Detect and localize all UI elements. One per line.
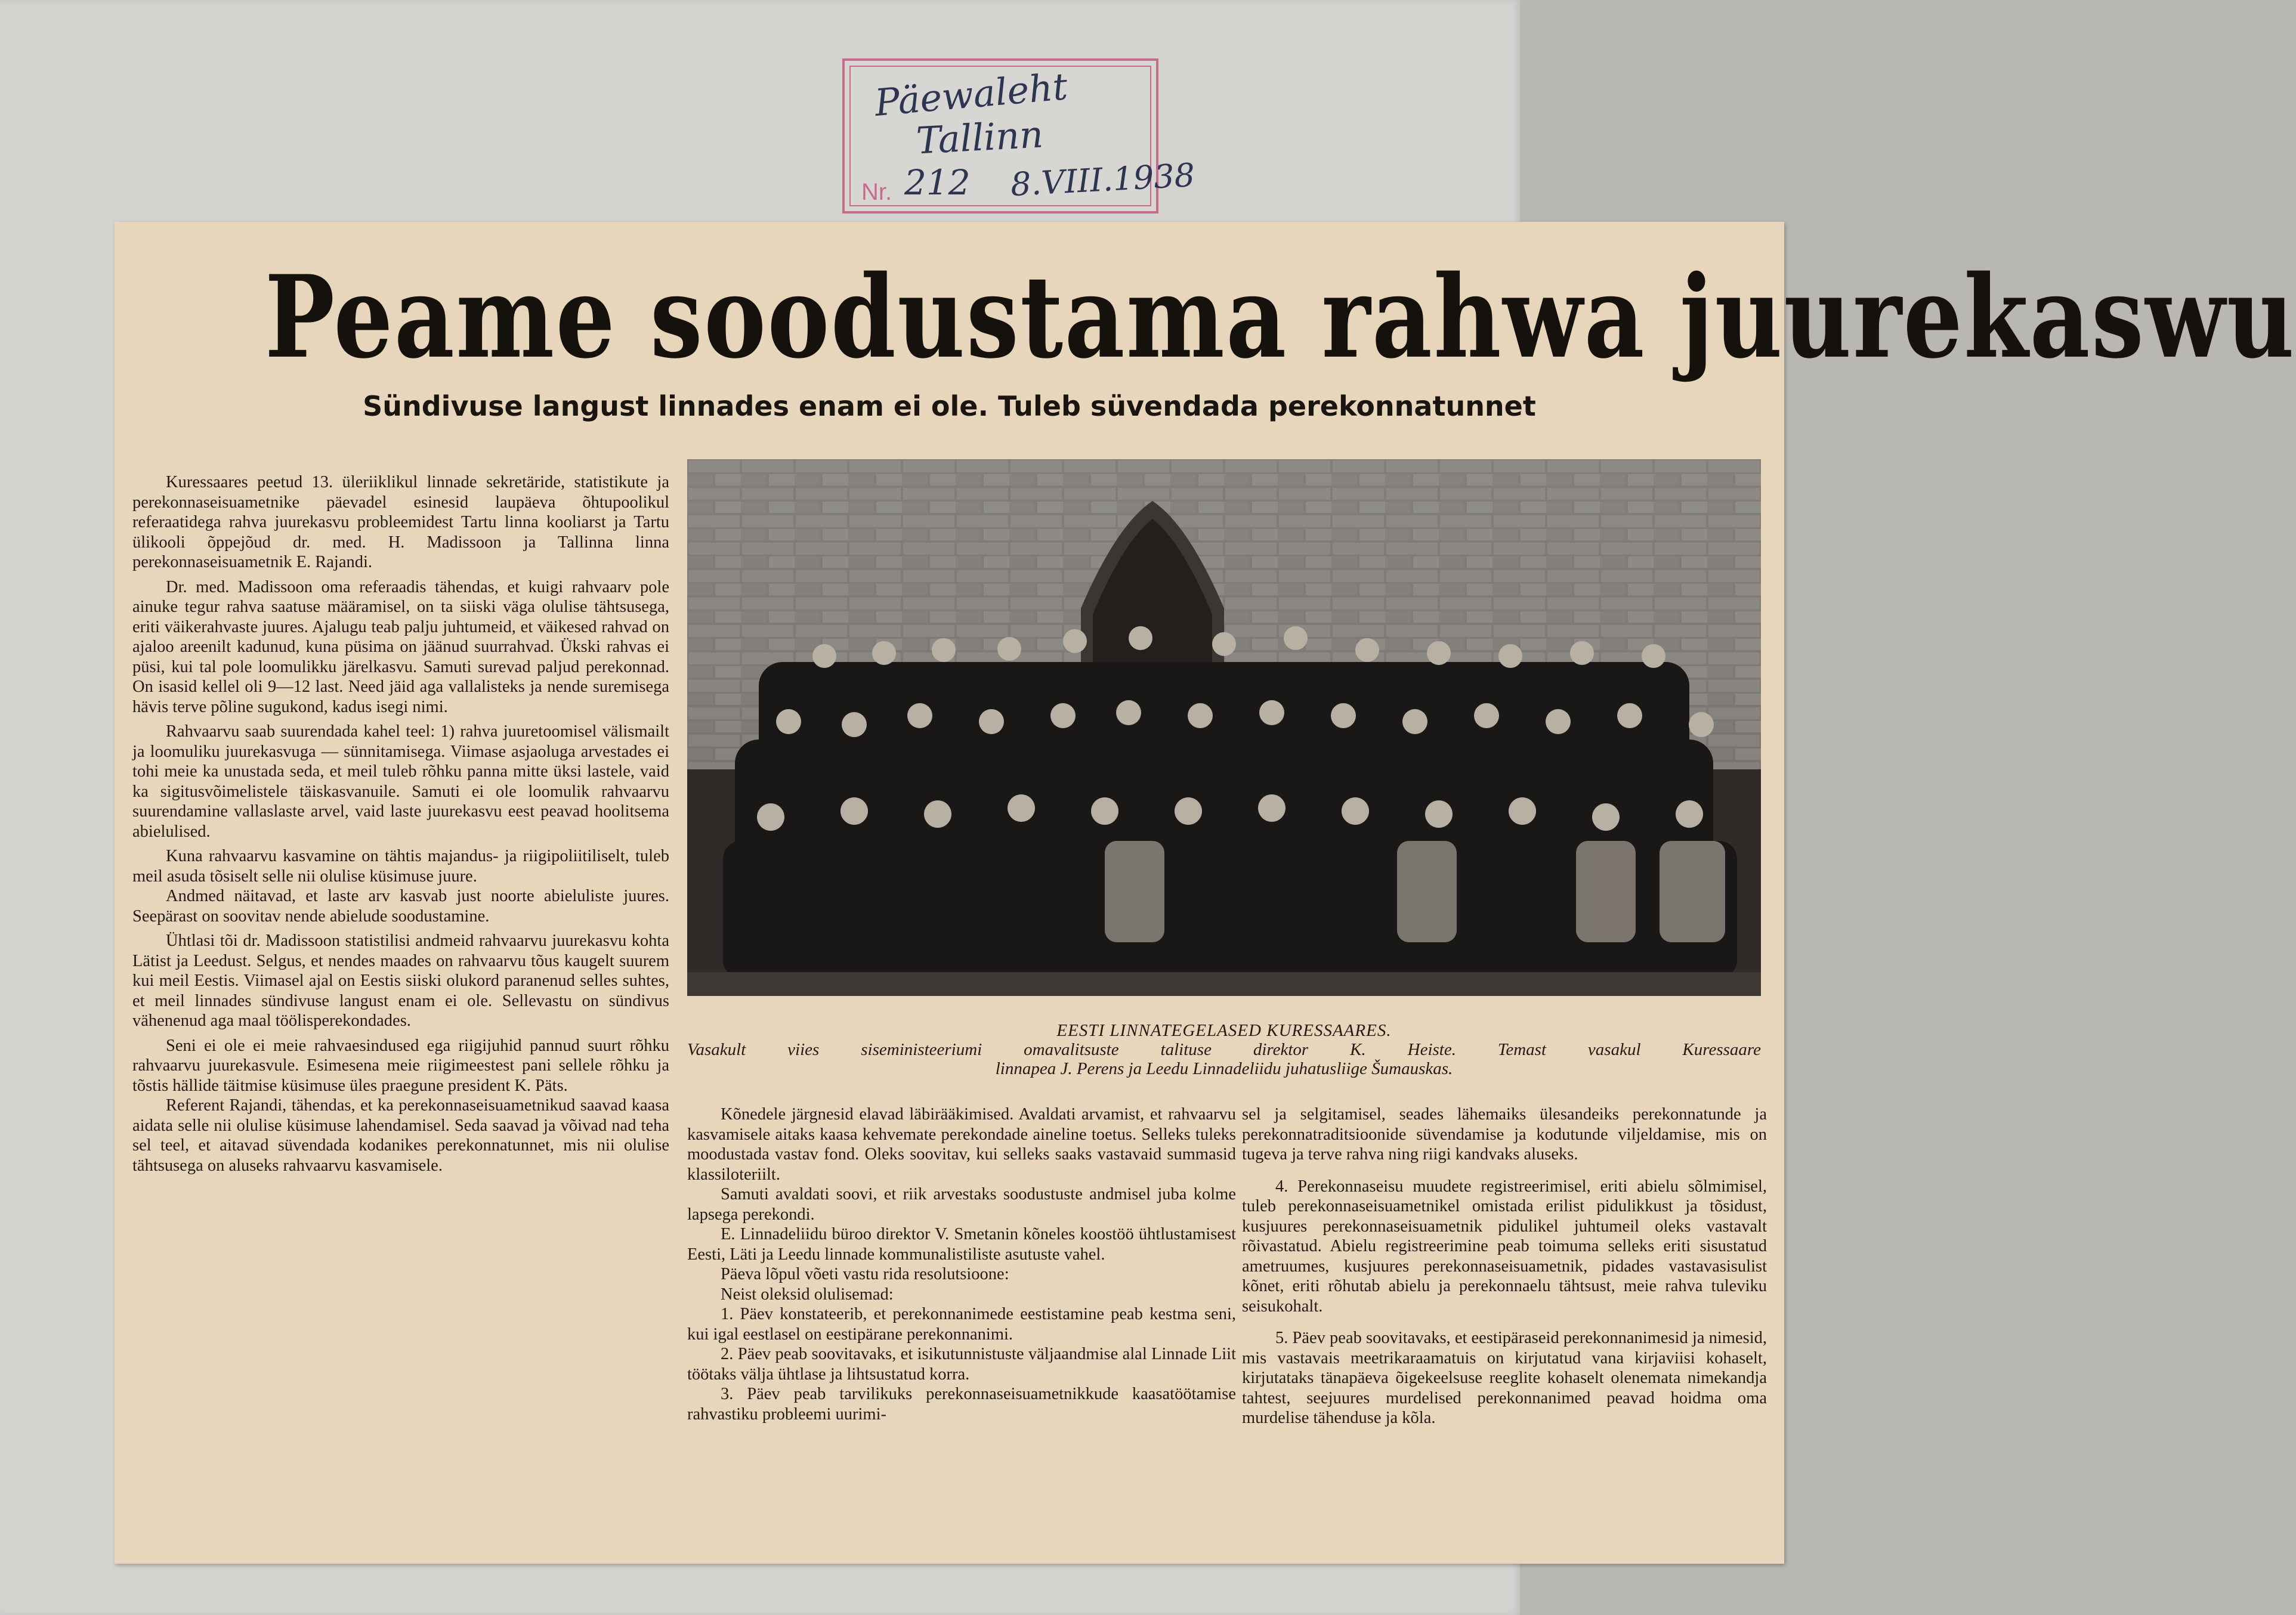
paragraph: 2. Päev peab soovitavaks, et isikutunnistuste väljaandmise alal Linnade Liit töötaks välja ühtlase ja lihtsustatud korra. — [687, 1345, 1236, 1384]
paragraph: Dr. med. Madissoon oma referaadis tähendas, et kuigi rahvaarv pole ainuke tegur rahva saatuse määramisel, on ta siiski väga olulise tähtsusega, eriti väikerahvaste juures. Ajalugu teab palju juhtumeid, et väikesed rahvad on ajaloo areenilt kadunud, kuna püsima on jäänud suurrahvad. Ükski rahvas ei püsi, kui tal pole loomulikku järelkasvu. Samuti surevad paljud perekonnad. On isasid kellel oli 9—12 last. Need jäid aga vallalisteks ja nende suremisega hävis terve põline sugukond, kadus isegi nimi. — [132, 577, 669, 716]
group-photo — [687, 459, 1761, 996]
paragraph: Neist oleksid olulisemad: — [721, 1285, 894, 1304]
paragraph: Kõnedele järgnesid elavad läbirääkimised. Avaldati arvamist, et rahvaarvu kasvamisele aitaks kaasa kehvemate perekondade aineline toetus. Selleks tuleks moodustada vastav fond. Oleks soovitav, kui selleks saaks vastavaid summasid klassiloteriilt. — [687, 1105, 1236, 1184]
caption-line-2: linnapea J. Perens ja Leedu Linnadeliidu juhatusliige Šumauskas. — [995, 1059, 1453, 1078]
text-column-2 — [687, 1104, 1236, 1424]
headline: Peame soodustama rahwa juurekaswu — [264, 250, 2296, 383]
stamp-nr-label: Nr. — [861, 179, 892, 205]
paragraph: Rahvaarvu saab suurendada kahel teel: 1) rahva juuretoomisel välismailt ja loomuliku juurekasvuga — sünnitamisega. Viimase asjaoluga arvestades ei tohi meie ka unustada seda, et meil tuleb rõhku panna mitte üksi lastele, vaid ka sigitusvõimelistele täiskasvanuile. Samuti ei ole loomulik rahvaarvu suurendamine vallaslaste arvel, vaid laste juurekasvu eest peavad hoolitsema abielulised. — [132, 722, 669, 841]
text-column-3 — [1242, 1104, 1767, 1428]
photo-caption — [687, 1021, 1761, 1078]
stamp-date: 8.VIII.1938 — [1009, 156, 1196, 204]
paragraph: Kuressaares peetud 13. üleriiklikul linnade sekretäride, statistikute ja perekonnaseisuametnike päevadel esinesid laupäeva õhtupoolikul referaatidega rahva juurekasvu probleemidest Tartu linna kooliarst ja Tartu ülikooli õppejõud dr. med. H. Madissoon ja Tallinna linna perekonnaseisuametnik E. Rajandi. — [132, 473, 669, 571]
paragraph: Referent Rajandi, tähendas, et ka perekonnaseisuametnikud saavad kaasa aidata selle nii olulise küsimuse lahendamisel. Seda saavad ja võivad nad teha sel teel, et aitavad süvendada kodanikes perekonnatunnet, mis nii olulise tähtsusega on aluseks rahvaarvu kasvamisele. — [132, 1096, 669, 1175]
newspaper-clipping — [115, 222, 2296, 1564]
paragraph: 4. Perekonnaseisu muudete registreerimisel, eriti abielu sõlmimisel, tuleb perekonnaseisuametnikel omistada erilist pidulikkust ja tõsidust, kusjuures perekonnaseisuametnik pidulikel juhtumeil oleks vastavalt rõivastatud. Abielu registreerimine peab toimuma selleks eriti sisustatud ametruumes, kusjuures perekonnaseisuametnik, pidades vastavasisulist kõnet, eriti rõhutab abielu ja perekonnaelu tähtsust, meie rahva tuleviku seisukohalt. — [1242, 1177, 1767, 1316]
stamp-city: Tallinn — [915, 112, 1045, 163]
paragraph: Samuti avaldati soovi, et riik arvestaks soodustuste andmisel juba kolme lapsega perekondi. — [687, 1185, 1236, 1224]
archive-stamp — [842, 58, 1196, 214]
paragraph: Kuna rahvaarvu kasvamine on tähtis majandus- ja riigipoliitiliselt, tuleb meil asuda tõsiselt selle nii olulise küsimuse juure. — [132, 847, 669, 886]
stamp-newspaper: Päewaleht — [873, 64, 1070, 125]
paragraph: 1. Päev konstateerib, et perekonnanimede eestistamine peab kestma seni, kui igal eestlasel on eestipärane perekonnanimi. — [687, 1305, 1236, 1344]
paragraph: Ühtlasi tõi dr. Madissoon statistilisi andmeid rahvaarvu juurekasvu kohta Lätist ja Leedust. Selgus, et nendes maades on rahvaarvu tõus kaugelt suurem kui meil Eestis. Viimasel ajal on Eestis siiski olukord paranenud selles suhtes, et meil linnades sündivuse langust enam ei ole. Sellevastu on sündivus vähenenud aga maal töölisperekondades. — [132, 932, 669, 1030]
caption-title: EESTI LINNATEGELASED KURESSAARES. — [1056, 1021, 1392, 1040]
caption-line-1: Vasakult viies siseministeeriumi omavalitsuste talituse direktor K. Heiste. Temast vasakul Kuressaare — [687, 1040, 1761, 1059]
subheadline: Sündivuse langust linnades enam ei ole. Tuleb süvendada perekonnatunnet — [363, 390, 1536, 422]
paragraph: 5. Päev peab soovitavaks, et eestipäraseid perekonnanimesid ja nimesid, mis vastavais meetrikaraamatuis on kirjutatud vana kirjaviisi kohaselt, kirjutataks tänapäeva õigekeelsuse reeglite kohaselt olenemata nimekandja tahtest, seejuures murdelised perekonnanimed peavad hoidma oma murdelise tähenduse ja kõla. — [1242, 1329, 1767, 1427]
paragraph: E. Linnadeliidu büroo direktor V. Smetanin kõneles koostöö ühtlustamisest Eesti, Läti ja Leedu linnade kommunalistiliste asutuste vahel. — [687, 1225, 1236, 1264]
paragraph: 3. Päev peab tarvilikuks perekonnaseisuametnikkude kaasatöötamise rahvastiku probleemi uurimi- — [687, 1385, 1236, 1424]
text-column-1 — [132, 472, 669, 1175]
paragraph: sel ja selgitamisel, seades lähemaiks ülesandeiks perekonnatunde ja perekonnatraditsioonide süvendamise ja kodutunde viljeldamise, mis on tugeva ja terve rahva ning riigi kandvaks aluseks. — [1242, 1105, 1767, 1164]
group-photo-illustration — [687, 459, 1761, 996]
paragraph: Andmed näitavad, et laste arv kasvab just noorte abieluliste juures. Seepärast on soovitav nende abielude soodustamine. — [132, 887, 669, 926]
stamp-number: 212 — [904, 162, 971, 203]
paragraph: Päeva lõpul võeti vastu rida resolutsioone: — [721, 1265, 1009, 1283]
paragraph: Seni ei ole ei meie rahvaesindused ega riigijuhid pannud suurt rõhku rahvaarvu juurekasvule. Esimesena meie riigimeestest pani sellele rõhku ja tõstis hällide täitmise küsimuse üles praegune president K. Päts. — [132, 1036, 669, 1095]
